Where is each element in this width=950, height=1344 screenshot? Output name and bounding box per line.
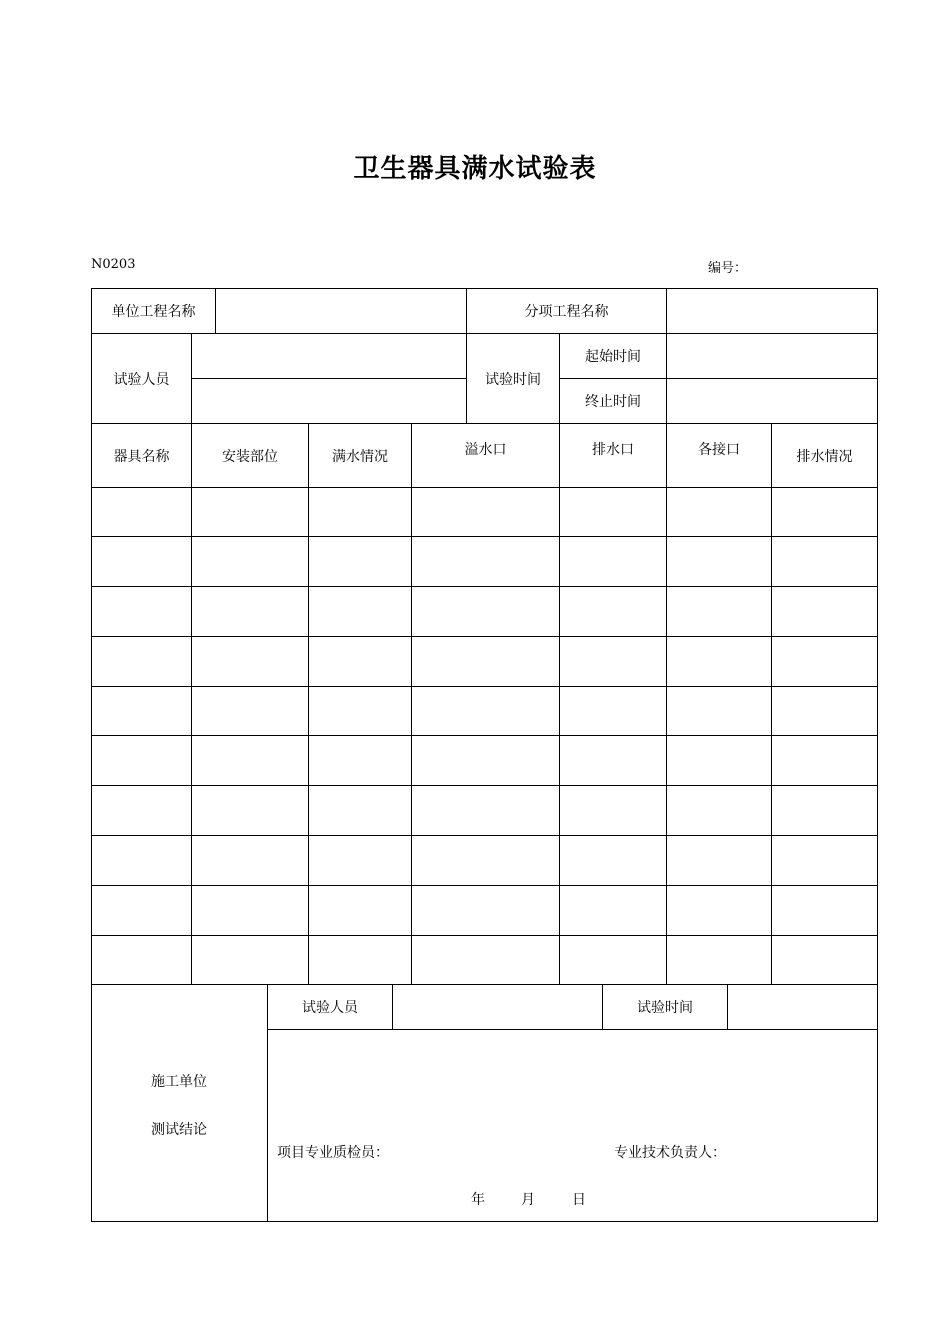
table-row[interactable] — [92, 736, 877, 785]
table-row[interactable] — [92, 687, 877, 736]
unit-project-name-field[interactable] — [216, 289, 466, 333]
unit-project-name-label: 单位工程名称 — [111, 304, 196, 320]
date-day-label: 日 — [572, 1192, 586, 1208]
column-header-fill-status: 满水情况 — [332, 448, 388, 465]
end-time-field[interactable] — [667, 379, 877, 423]
footer-test-time-label: 试验时间 — [637, 1000, 693, 1016]
column-header-joints: 各接口 — [698, 442, 740, 458]
test-conclusion-label: 测试结论 — [151, 1122, 207, 1138]
table-row[interactable] — [92, 537, 877, 586]
table-row[interactable] — [92, 488, 877, 537]
column-header-install-location: 安装部位 — [222, 448, 278, 465]
column-header-fixture-name: 器具名称 — [113, 448, 170, 465]
construction-unit-label: 施工单位 — [151, 1074, 207, 1090]
quality-inspector-label: 项目专业质检员： — [277, 1145, 389, 1161]
table-row[interactable] — [92, 836, 877, 885]
sub-project-name-label: 分项工程名称 — [524, 304, 609, 320]
date-month-label: 月 — [521, 1192, 535, 1208]
column-header-drain-outlet: 排水口 — [592, 442, 634, 458]
footer-test-time-field[interactable] — [728, 985, 877, 1029]
column-header-drain-status: 排水情况 — [796, 448, 853, 465]
technical-lead-label: 专业技术负责人： — [614, 1145, 726, 1161]
date-year-label: 年 — [471, 1192, 485, 1208]
start-time-field[interactable] — [667, 334, 877, 378]
footer-tester-field[interactable] — [393, 985, 602, 1029]
tester-field-1[interactable] — [192, 334, 466, 378]
start-time-label: 起始时间 — [585, 349, 641, 365]
table-row[interactable] — [92, 786, 877, 835]
form-title: 卫生器具满水试验表 — [353, 154, 597, 184]
form-code: N0203 — [91, 257, 136, 272]
column-header-overflow: 溢水口 — [464, 442, 507, 458]
footer-tester-label: 试验人员 — [302, 1000, 358, 1016]
end-time-label: 终止时间 — [585, 394, 641, 410]
test-time-label: 试验时间 — [485, 371, 541, 388]
tester-field-2[interactable] — [192, 379, 466, 423]
sub-project-name-field[interactable] — [667, 289, 877, 333]
table-row[interactable] — [92, 936, 877, 985]
serial-number-label: 编号： — [708, 261, 748, 276]
tester-label: 试验人员 — [113, 371, 170, 388]
table-row[interactable] — [92, 587, 877, 636]
table-row[interactable] — [92, 637, 877, 686]
table-row[interactable] — [92, 886, 877, 935]
